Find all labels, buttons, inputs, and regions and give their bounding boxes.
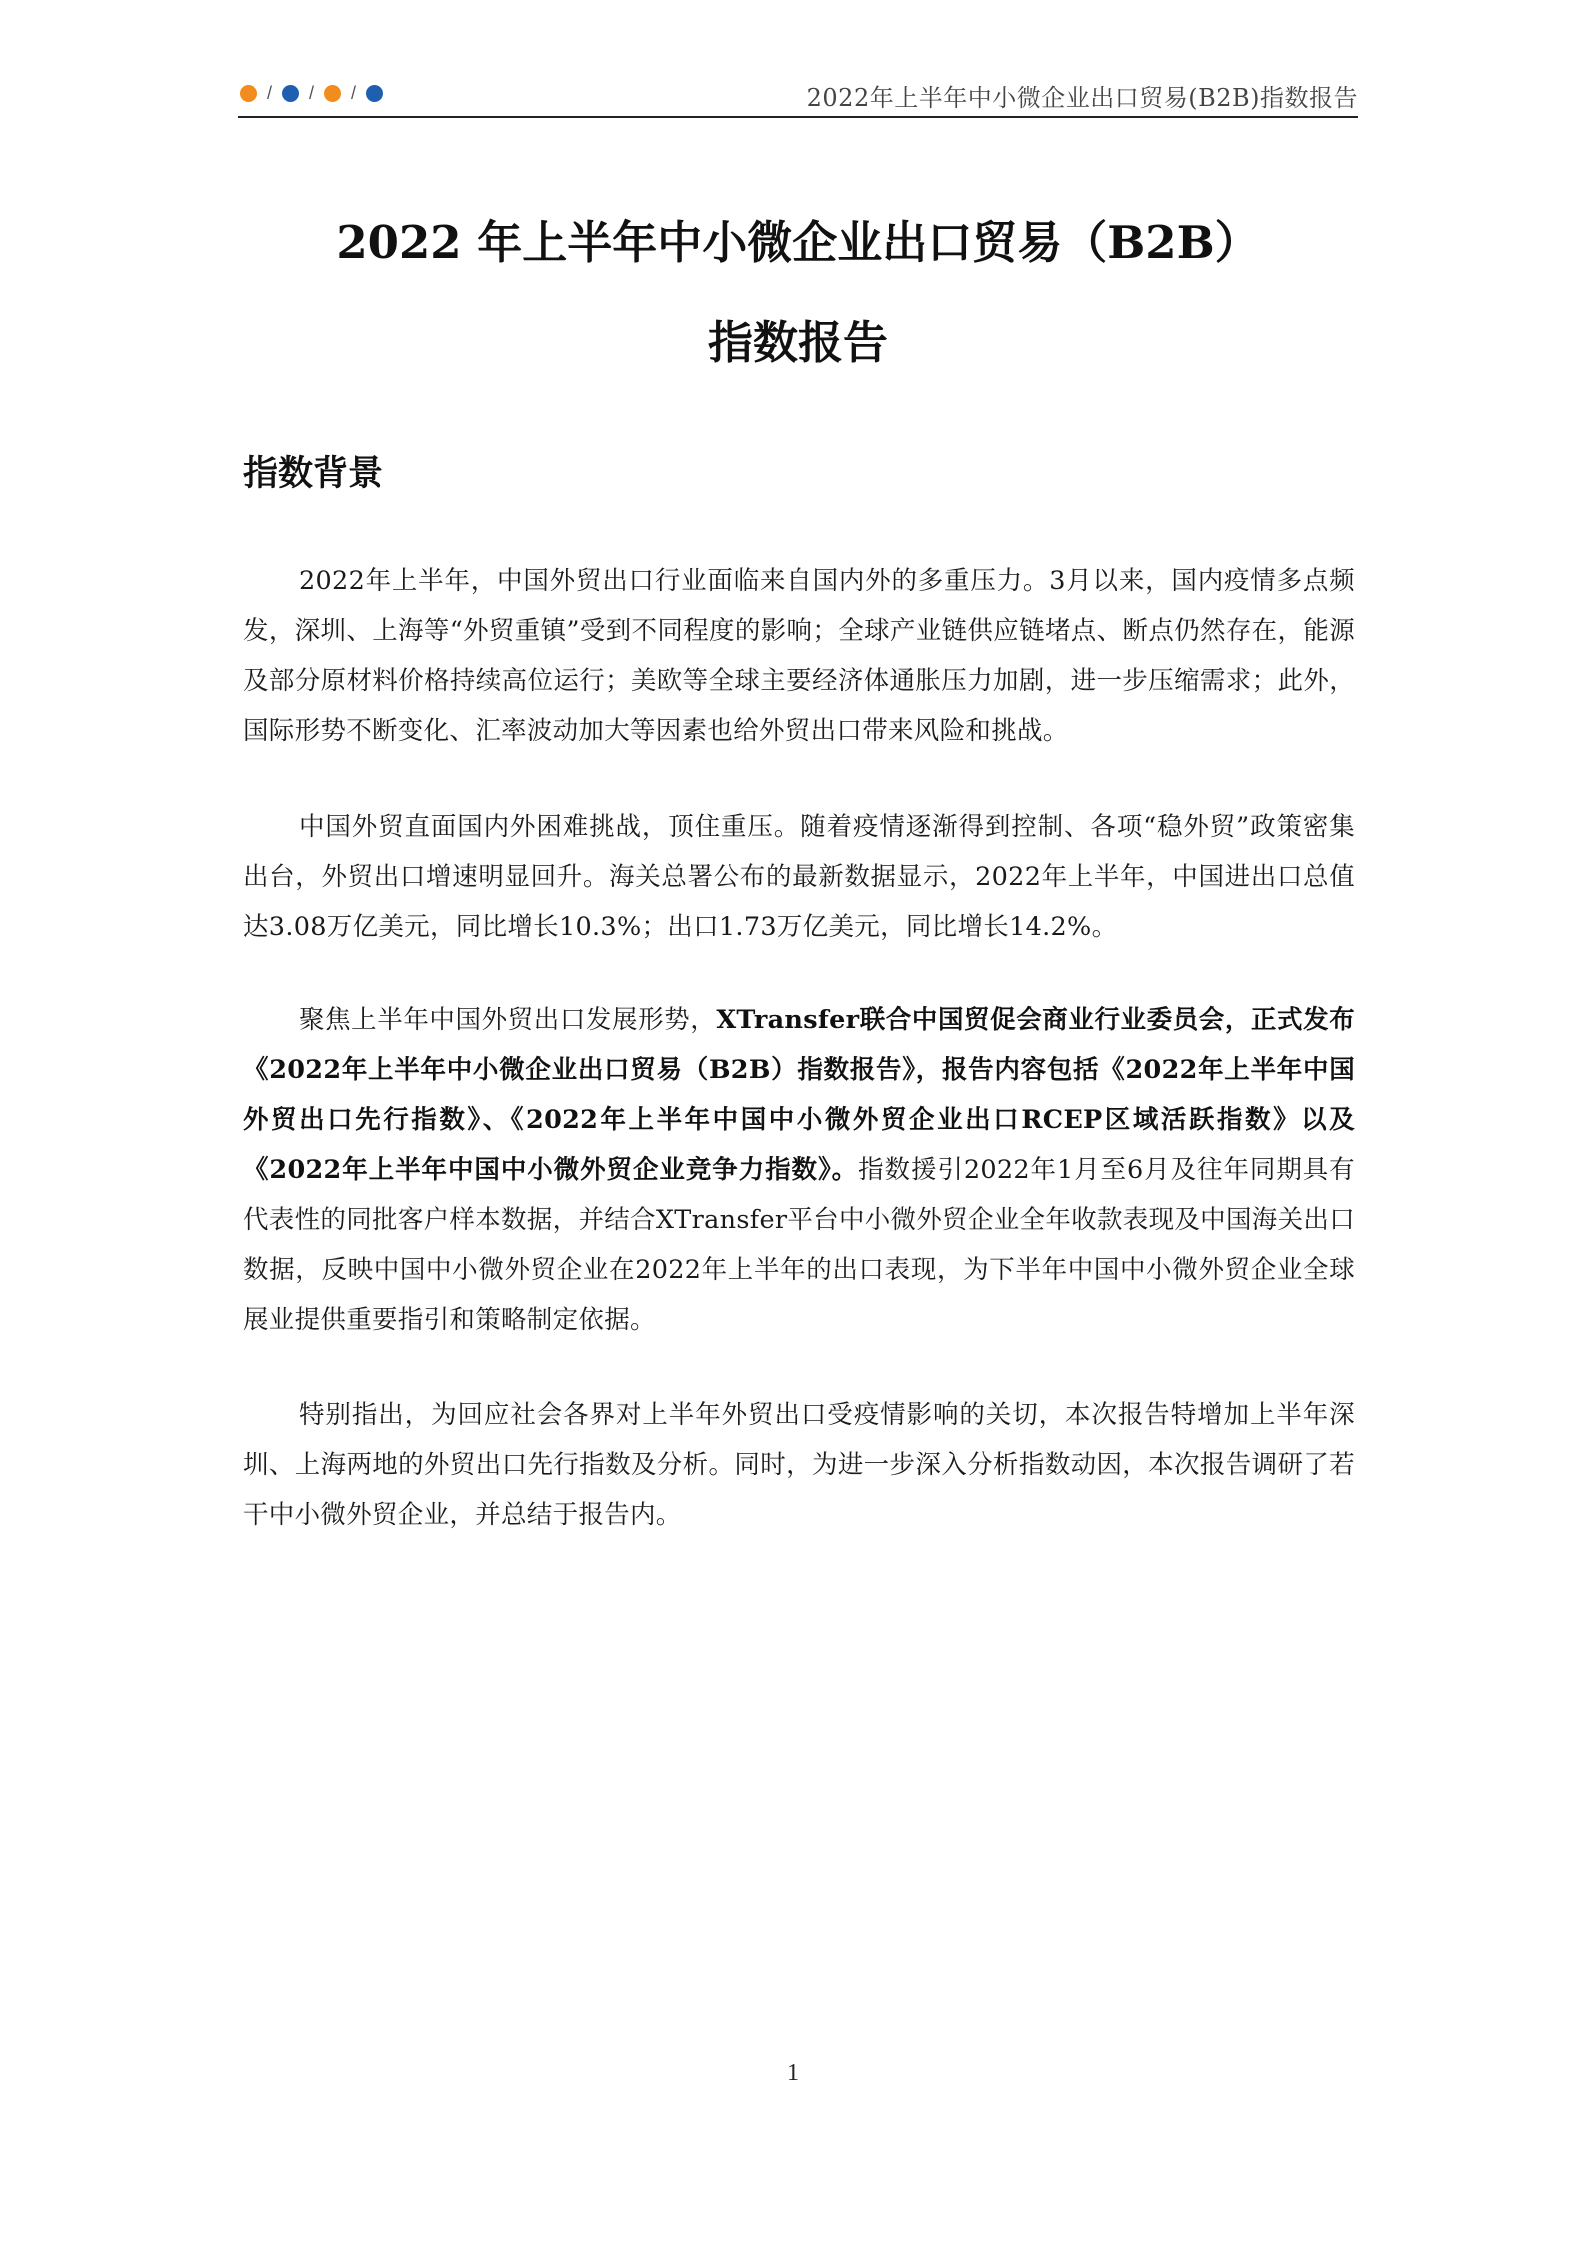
header-dots: [240, 84, 383, 102]
section-heading: 指数背景: [243, 453, 384, 494]
blue-dot-icon: [366, 85, 383, 102]
blue-dot-icon: [282, 85, 299, 102]
dot-separator: /: [351, 83, 357, 103]
dot-separator: /: [309, 83, 315, 103]
document-title-line1: 2022 年上半年中小微企业出口贸易（B2B）: [336, 216, 1260, 269]
running-title: 2022年上半年中小微企业出口贸易(B2B)指数报告: [806, 84, 1358, 112]
paragraph-2: 中国外贸直面国内外困难挑战，顶住重压。随着疫情逐渐得到控制、各项“稳外贸”政策密集出台，外贸出口增速明显回升。海关总署公布的最新数据显示，2022年上半年，中国进出口总值达3.08万亿美元，同比增长10.3%；出口1.73万亿美元，同比增长14.2%。: [243, 812, 1355, 942]
page-number: 1: [787, 2060, 799, 2086]
paragraph-4: 特别指出，为回应社会各界对上半年外贸出口受疫情影响的关切，本次报告特增加上半年深圳、上海两地的外贸出口先行指数及分析。同时，为进一步深入分析指数动因，本次报告调研了若干中小微外贸企业，并总结于报告内。: [243, 1400, 1355, 1530]
paragraph-3-tail: 指数援引2022年1月至6月及往年同期具有代表性的同批客户样本数据，并结合XTransfer平台中小微外贸企业全年收款表现及中国海关出口数据，反映中国中小微外贸企业在2022年上半年的出口表现，为下半年中国中小微外贸企业全球展业提供重要指引和策略制定依据。: [243, 1155, 1355, 1335]
paragraph-3: [243, 995, 1355, 1345]
paragraph-3-bold: XTransfer联合中国贸促会商业行业委员会，正式发布《2022年上半年中小微企业出口贸易（B2B）指数报告》，报告内容包括《2022年上半年中国外贸出口先行指数》、《2022年上半年中国中小微外贸企业出口RCEP区域活跃指数》以及《2022年上半年中国中小微外贸企业竞争力指数》。: [243, 1005, 1355, 1185]
dot-separator: /: [267, 83, 273, 103]
orange-dot-icon: [240, 85, 257, 102]
document-title-line2: 指数报告: [707, 316, 888, 369]
orange-dot-icon: [324, 85, 341, 102]
paragraph-1: 2022年上半年，中国外贸出口行业面临来自国内外的多重压力。3月以来，国内疫情多点频发，深圳、上海等“外贸重镇”受到不同程度的影响；全球产业链供应链堵点、断点仍然存在，能源及部分原材料价格持续高位运行；美欧等全球主要经济体通胀压力加剧，进一步压缩需求；此外，国际形势不断变化、汇率波动加大等因素也给外贸出口带来风险和挑战。: [243, 566, 1355, 746]
page-header: [238, 76, 1358, 118]
paragraph-3-lead: 聚焦上半年中国外贸出口发展形势，: [299, 1005, 717, 1035]
